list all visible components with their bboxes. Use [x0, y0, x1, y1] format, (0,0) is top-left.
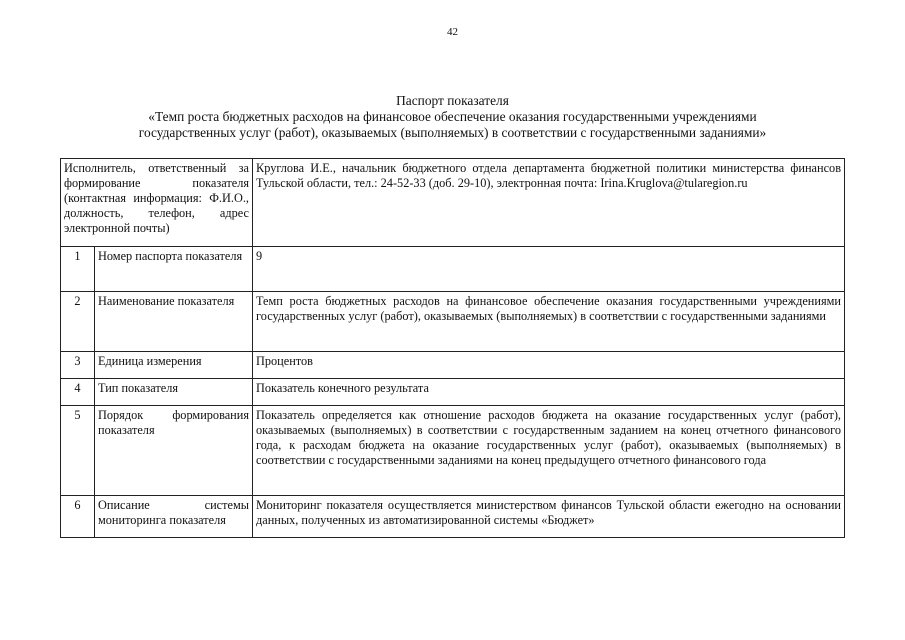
table-row	[61, 406, 845, 496]
indicator-title-line-2: государственных услуг (работ), оказываемых (выполняемых) в соответствии с государственными заданиями»	[138, 125, 767, 140]
row-label-cell: Тип показателя	[95, 379, 253, 406]
passport-title: Паспорт показателя	[396, 93, 509, 108]
row-number-cell: 5	[61, 406, 95, 496]
row-number-cell: 3	[61, 352, 95, 379]
contact-value-cell: Круглова И.Е., начальник бюджетного отдела департамента бюджетной политики министерства финансов Тульской области, тел.: 24-52-33 (доб. 29-10), электронная почта: Irina.Kruglova@tularegion.ru	[253, 159, 845, 247]
row-value-cell: Темп роста бюджетных расходов на финансовое обеспечение оказания государственными учреждениями государственных услуг (работ), оказываемых (выполняемых) в соответствии с государственными заданиями	[253, 292, 845, 352]
row-label-cell: Номер паспорта показателя	[95, 247, 253, 292]
row-label-cell: Наименование показателя	[95, 292, 253, 352]
table-row-contact	[61, 159, 845, 247]
table-row	[61, 379, 845, 406]
indicator-title-line-1: «Темп роста бюджетных расходов на финансовое обеспечение оказания государственными учреждениями	[148, 109, 757, 124]
row-number-cell: 4	[61, 379, 95, 406]
row-label-cell: Единица измерения	[95, 352, 253, 379]
row-label-cell: Порядок формирования показателя	[95, 406, 253, 496]
table-row	[61, 247, 845, 292]
row-number-cell: 6	[61, 496, 95, 538]
passport-table	[60, 158, 845, 538]
table-row	[61, 292, 845, 352]
row-value-cell: 9	[253, 247, 845, 292]
row-value-cell: Показатель определяется как отношение расходов бюджета на оказание государственных услуг (работ), оказываемых (выполняемых) в соответствии с государственным заданием на конец отчетного финансового года, к расходам бюджета на оказание государственных услуг (работ), оказываемых (выполняемых) в соответствии с государственными заданиями на конец предыдущего отчетного финансового года	[253, 406, 845, 496]
table-row	[61, 352, 845, 379]
contact-label-cell: Исполнитель, ответственный за формирование показателя (контактная информация: Ф.И.О., должность, телефон, адрес электронной почты)	[61, 159, 253, 247]
row-number-cell: 1	[61, 247, 95, 292]
row-label-cell: Описание системы мониторинга показателя	[95, 496, 253, 538]
page-number: 42	[447, 26, 458, 38]
row-value-cell: Процентов	[253, 352, 845, 379]
row-value-cell: Мониторинг показателя осуществляется министерством финансов Тульской области ежегодно на основании данных, полученных из автоматизированной системы «Бюджет»	[253, 496, 845, 538]
document-heading	[60, 93, 845, 141]
row-number-cell: 2	[61, 292, 95, 352]
table-row	[61, 496, 845, 538]
row-value-cell: Показатель конечного результата	[253, 379, 845, 406]
